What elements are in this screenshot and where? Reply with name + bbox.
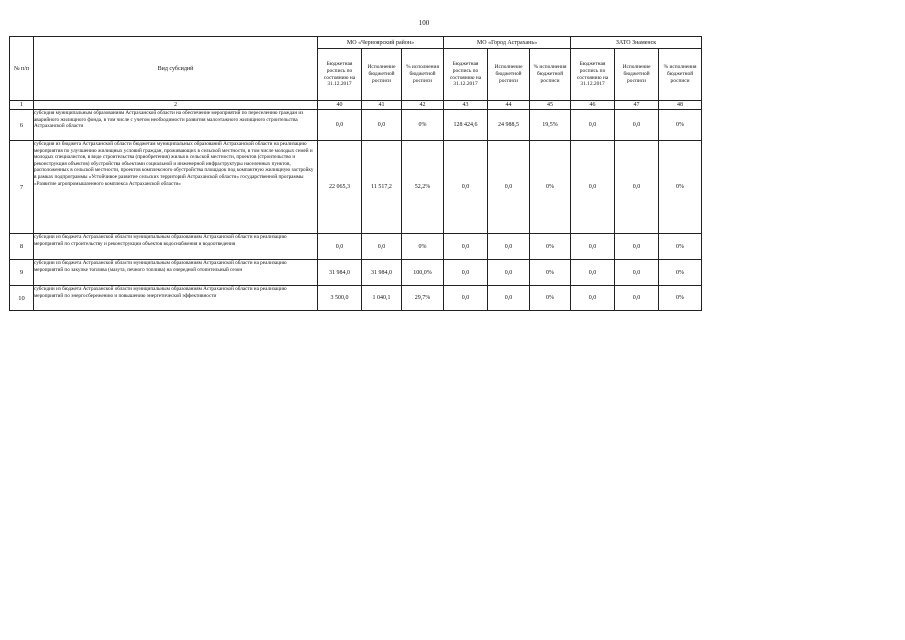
value-cell: 0,0 [362, 234, 402, 260]
value-cell: 0,0 [571, 286, 615, 311]
header-sub: Бюджетная роспись по состоянию на 31.12.2017 [571, 49, 615, 101]
value-cell: 0% [530, 286, 571, 311]
value-cell: 29,7% [402, 286, 444, 311]
value-cell: 24 988,5 [488, 110, 530, 141]
value-cell: 0,0 [615, 141, 659, 234]
column-index: 44 [488, 101, 530, 110]
header-group-znamensk: ЗАТО Знаменск [571, 37, 702, 49]
column-index: 1 [10, 101, 34, 110]
subsidy-name: субсидия муниципальным образованиям Астраханской области на обеспечение мероприятий по переселению граждан из аварийного жилищного фонда, в том числе с учетом необходимости развития малоэтажного жилищного строительства Астраханской области [34, 110, 318, 141]
table-row [10, 110, 702, 141]
value-cell: 0% [659, 141, 702, 234]
value-cell: 0,0 [444, 141, 488, 234]
column-index-row [10, 101, 702, 110]
value-cell: 0,0 [615, 110, 659, 141]
value-cell: 0% [659, 234, 702, 260]
column-index: 41 [362, 101, 402, 110]
header-sub: % исполнения бюджетной росписи [530, 49, 571, 101]
value-cell: 0,0 [571, 234, 615, 260]
subsidy-name: субсидия из бюджета Астраханской области бюджетам муниципальных образований Астраханской области на реализацию мероприятия по улучшению жилищных условий граждан, проживающих в сельской местности, в том числе молодых семей и молодых специалистов, в виде строительства (приобретения) жилья в сельской местности, проектов (строительство и реконструкция объектов) обустройства объектами социальной и инженерной инфраструктуры населенных пунктов, расположенных в сельской местности, проектов комплексного обустройства площадок под компактную жилищную застройку в рамках подпрограммы «Устойчивое развитие сельских территорий Астраханской области» государственной программы «Развитие агропромышленного комплекса Астраханской области» [34, 141, 318, 234]
header-sub: Бюджетная роспись по состоянию на 31.12.2017 [318, 49, 362, 101]
value-cell: 100,0% [402, 260, 444, 286]
value-cell: 0,0 [571, 260, 615, 286]
value-cell: 1 040,1 [362, 286, 402, 311]
value-cell: 19,5% [530, 110, 571, 141]
value-cell: 0,0 [488, 141, 530, 234]
table-row [10, 286, 702, 311]
value-cell: 0,0 [571, 110, 615, 141]
header-sub: Бюджетная роспись по состоянию на 31.12.2017 [444, 49, 488, 101]
header-sub: Исполнение бюджетной росписи [615, 49, 659, 101]
value-cell: 31 984,0 [318, 260, 362, 286]
value-cell: 0,0 [362, 110, 402, 141]
value-cell: 128 424,6 [444, 110, 488, 141]
value-cell: 11 517,2 [362, 141, 402, 234]
value-cell: 0% [659, 110, 702, 141]
column-index: 42 [402, 101, 444, 110]
value-cell: 0% [402, 110, 444, 141]
value-cell: 0% [659, 260, 702, 286]
column-index: 48 [659, 101, 702, 110]
column-index: 45 [530, 101, 571, 110]
value-cell: 0,0 [318, 234, 362, 260]
value-cell: 0,0 [444, 260, 488, 286]
table-row [10, 234, 702, 260]
header-sub: Исполнение бюджетной росписи [362, 49, 402, 101]
value-cell: 52,2% [402, 141, 444, 234]
row-number: 7 [10, 141, 34, 234]
row-number: 6 [10, 110, 34, 141]
value-cell: 0% [530, 234, 571, 260]
row-number: 9 [10, 260, 34, 286]
value-cell: 0,0 [488, 286, 530, 311]
value-cell: 0,0 [488, 234, 530, 260]
column-index: 43 [444, 101, 488, 110]
table-row [10, 141, 702, 234]
header-group-row [10, 37, 702, 49]
header-num: № п/п [10, 37, 34, 101]
header-group-astrakhan: МО «Город Астрахань» [444, 37, 571, 49]
value-cell: 0,0 [318, 110, 362, 141]
header-sub: Исполнение бюджетной росписи [488, 49, 530, 101]
column-index: 46 [571, 101, 615, 110]
value-cell: 31 984,0 [362, 260, 402, 286]
value-cell: 0% [530, 260, 571, 286]
value-cell: 22 065,3 [318, 141, 362, 234]
value-cell: 0,0 [444, 286, 488, 311]
value-cell: 0,0 [615, 260, 659, 286]
row-number: 8 [10, 234, 34, 260]
value-cell: 0% [659, 286, 702, 311]
subsidy-name: субсидии из бюджета Астраханской области муниципальным образованиям Астраханской области на реализацию мероприятий по строительству и реконструкции объектов водоснабжения и водоотведения [34, 234, 318, 260]
header-sub: % исполнения бюджетной росписи [659, 49, 702, 101]
value-cell: 0,0 [615, 286, 659, 311]
column-index: 47 [615, 101, 659, 110]
header-group-chernoyarsky: МО «Черноярский район» [318, 37, 444, 49]
subsidy-table [9, 36, 702, 311]
value-cell: 0,0 [615, 234, 659, 260]
value-cell: 0% [530, 141, 571, 234]
row-number: 10 [10, 286, 34, 311]
table-row [10, 260, 702, 286]
value-cell: 0,0 [444, 234, 488, 260]
header-subsidy-type: Вид субсидий [34, 37, 318, 101]
value-cell: 0% [402, 234, 444, 260]
subsidy-name: субсидии из бюджета Астраханской области муниципальным образованиям Астраханской области на реализацию мероприятий по закупке топлива (мазута, печного топлива) на очередной отопительный сезон [34, 260, 318, 286]
header-sub: % исполнения бюджетной росписи [402, 49, 444, 101]
value-cell: 3 500,0 [318, 286, 362, 311]
page-number: 100 [418, 19, 430, 27]
value-cell: 0,0 [488, 260, 530, 286]
subsidy-name: субсидии из бюджета Астраханской области муниципальным образованиям Астраханской области на реализацию мероприятий по энергосбережению и повышению энергетической эффективности [34, 286, 318, 311]
column-index: 40 [318, 101, 362, 110]
value-cell: 0,0 [571, 141, 615, 234]
column-index: 2 [34, 101, 318, 110]
